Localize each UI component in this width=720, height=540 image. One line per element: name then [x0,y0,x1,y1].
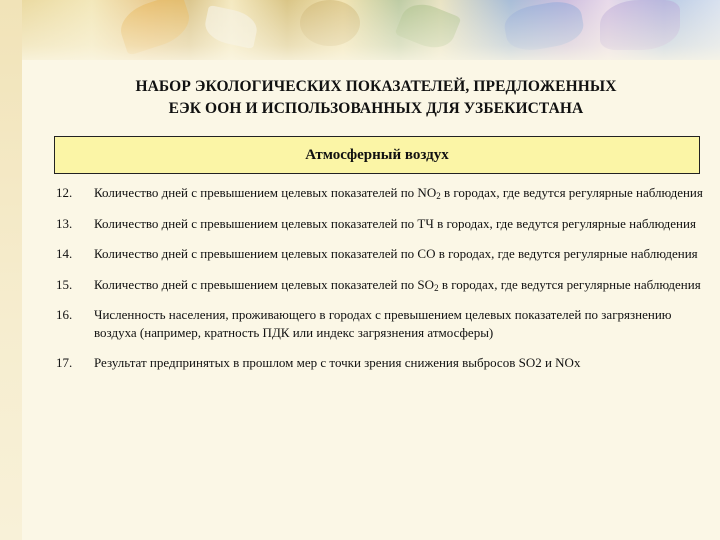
item-number: 13. [56,215,73,231]
section-heading: Атмосферный воздух [305,146,449,163]
indicator-list [56,184,706,385]
item-text: Результат предпринятых в прошлом мер с точки зрения снижения выбросов SO2 и NOx [94,355,581,370]
left-decorative-strip [0,0,22,540]
list-item [56,215,706,233]
list-item [56,276,706,294]
title-line-1: НАБОР ЭКОЛОГИЧЕСКИХ ПОКАЗАТЕЛЕЙ, ПРЕДЛОЖЕННЫХ [135,78,617,95]
list-item [56,354,706,372]
list-item [56,245,706,263]
item-number: 12. [56,185,73,200]
item-text: Количество дней с превышением целевых показателей по СО в городах, где ведутся регулярные наблюдения [94,246,698,261]
list-item [56,184,706,202]
item-number: 14. [56,246,73,261]
slide-title [40,76,712,120]
section-heading-box [54,136,700,174]
item-text: Количество дней с превышением целевых показателей по $SO_2$ в городах, где ведутся регулярные наблюдения [94,276,701,293]
item-text: Численность населения, проживающего в городах с превышением целевых показателей по загрязнению воздуха (например, кратность ПДК или индекс загрязнения атмосферы) [94,307,672,340]
item-text: Количество дней с превышением целевых показателей по $NO_2$ в городах, где ведутся регулярные наблюдения [94,185,703,201]
banner-fade [22,0,720,70]
item-number: 16. [56,307,73,322]
item-number: 15. [56,276,73,292]
item-text: Количество дней с превышением целевых показателей по ТЧ в городах, где ведутся регулярные наблюдения [94,215,696,231]
list-item [56,306,706,341]
title-line-2: ЕЭК ООН И ИСПОЛЬЗОВАННЫХ ДЛЯ УЗБЕКИСТАНА [168,100,584,117]
item-number: 17. [56,355,73,370]
